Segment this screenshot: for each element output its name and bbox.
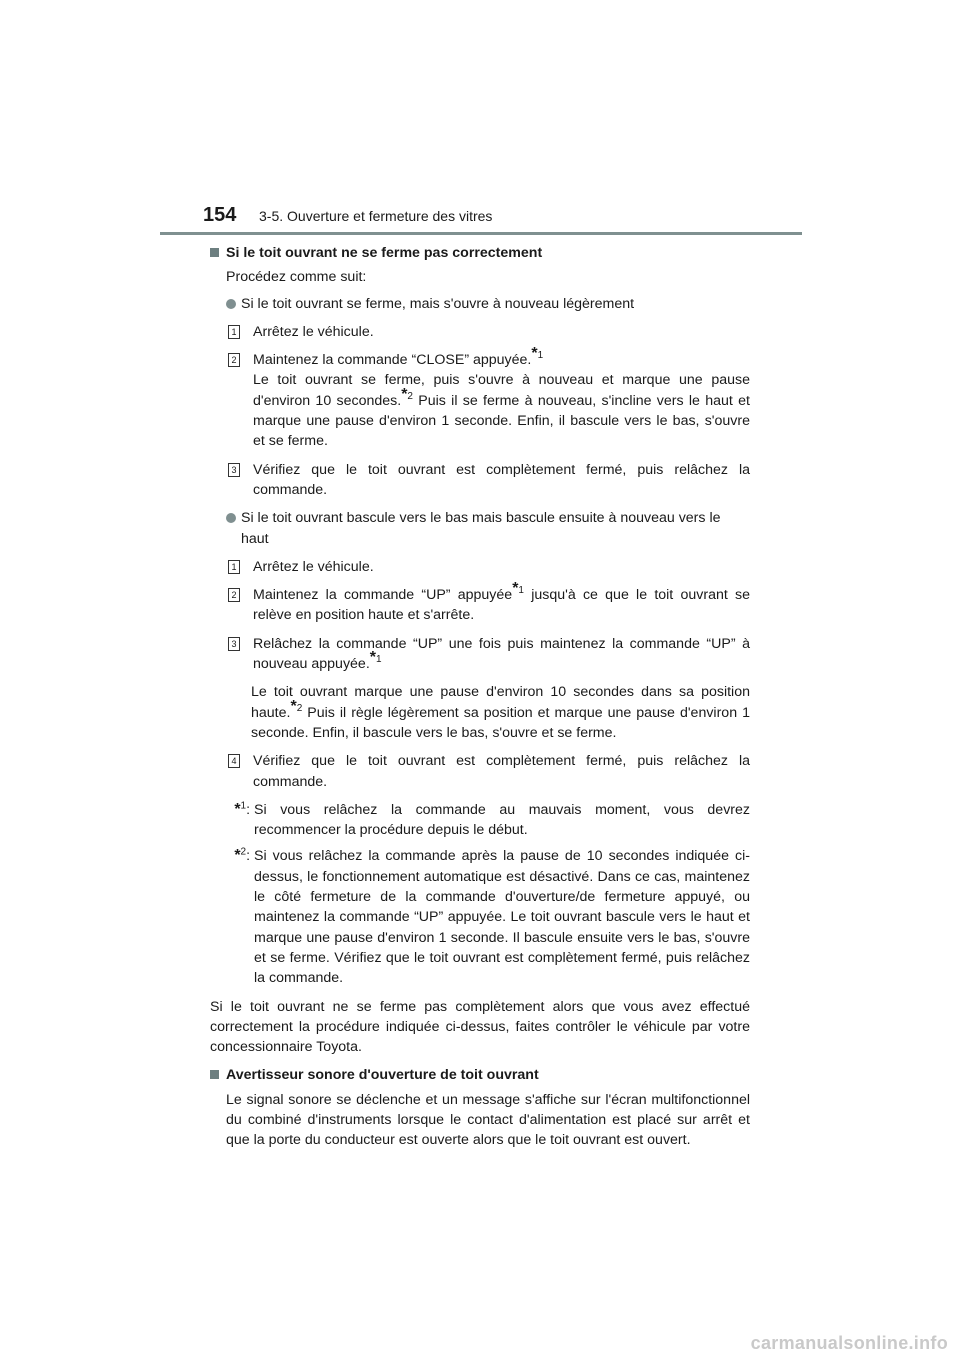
step-item: 2 Maintenez la commande “CLOSE” appuyée.$^{*1}$ Le toit ouvrant se ferme, puis s'ouvre à nouveau et marque une pause d'environ 10 secondes.$^{*2}$ Puis il se ferme à nouveau, s'incline vers le haut et marque une pause d'environ 1 seconde. Enfin, il bascule vers le bas, s'ouvre et se ferme. (228, 350, 750, 451)
step-number: 4 (228, 754, 240, 768)
step-item: 1 Arrêtez le véhicule. (228, 557, 750, 577)
step-number: 3 (228, 637, 240, 651)
step-continuation: Le toit ouvrant marque une pause d'environ 10 secondes dans sa position haute.$^{*2}$ Puis il règle légèrement sa position et marque une pause d'environ 1 seconde. Enfin, il bascule vers le bas, s'ouvre et se ferme. (251, 684, 750, 741)
step-item: 3 Vérifiez que le toit ouvrant est complètement fermé, puis relâchez la commande. (228, 460, 750, 501)
closing-paragraph: Si le toit ouvrant ne se ferme pas complètement alors que vous avez effectué correctement la procédure indiquée ci-dessus, faites contrôler le véhicule par votre concessionnaire Toyota. (210, 998, 750, 1056)
case-bullet: Si le toit ouvrant bascule vers le bas mais bascule ensuite à nouveau vers le haut (226, 508, 750, 549)
page-header (0, 0, 960, 240)
footnote: *$^1$: Si vous relâchez la commande au mauvais moment, vous devrez recommencer la procédure depuis le début. (234, 800, 750, 839)
round-bullet-icon (226, 299, 236, 309)
watermark: carmanualsonline.info (750, 1333, 948, 1353)
step-number: 1 (228, 325, 240, 339)
step-number: 2 (228, 353, 240, 367)
buzzer-paragraph: Le signal sonore se déclenche et un message s'affiche sur l'écran multifonctionnel du combiné d'instruments lorsque le contact d'alimentation est placé sur arrêt et que la porte du conducteur est ouverte alors que le toit ouvrant est ouvert. (226, 1091, 750, 1149)
header-divider (160, 232, 802, 235)
footnote: *$^2$: Si vous relâchez la commande après la pause de 10 secondes indiquée ci-dessus, le fonctionnement automatique est désactivé. Dans ce cas, maintenez le côté fermeture de la commande d'ouverture/de fermeture appuyé, ou maintenez la commande “UP” appuyée. Le toit ouvrant bascule vers le haut et marque une pause d'environ 1 seconde. Il bascule ensuite vers le bas, s'ouvre et se ferme. Vérifiez que le toit ouvrant est complètement fermé, puis relâchez la commande. (234, 846, 750, 987)
square-bullet-icon (210, 1070, 219, 1079)
step-number: 3 (228, 463, 240, 477)
step-item: 3 Relâchez la commande “UP” une fois puis maintenez la commande “UP” à nouveau appuyée.$^{*1}$ (228, 634, 750, 675)
main-content (210, 243, 750, 1151)
section-title-buzzer: Avertisseur sonore d'ouverture de toit ouvrant (210, 1065, 750, 1085)
step-item: 1 Arrêtez le véhicule. (228, 322, 750, 342)
round-bullet-icon (226, 513, 236, 523)
case-bullet: Si le toit ouvrant se ferme, mais s'ouvre à nouveau légèrement (226, 294, 750, 314)
step-number: 1 (228, 560, 240, 574)
step-item: 2 Maintenez la commande “UP” appuyée$^{*1}$ jusqu'à ce que le toit ouvrant se relève en position haute et s'arrête. (228, 585, 750, 626)
step-item: 4 Vérifiez que le toit ouvrant est complètement fermé, puis relâchez la commande. (228, 751, 750, 792)
section-title-not-closing: Si le toit ouvrant ne se ferme pas correctement (210, 243, 750, 263)
step-number: 2 (228, 588, 240, 602)
page-number: 154 (203, 204, 237, 226)
intro-text: Procédez comme suit: (226, 269, 367, 286)
square-bullet-icon (210, 248, 219, 257)
chapter-title: 3-5. Ouverture et fermeture des vitres (259, 208, 493, 224)
